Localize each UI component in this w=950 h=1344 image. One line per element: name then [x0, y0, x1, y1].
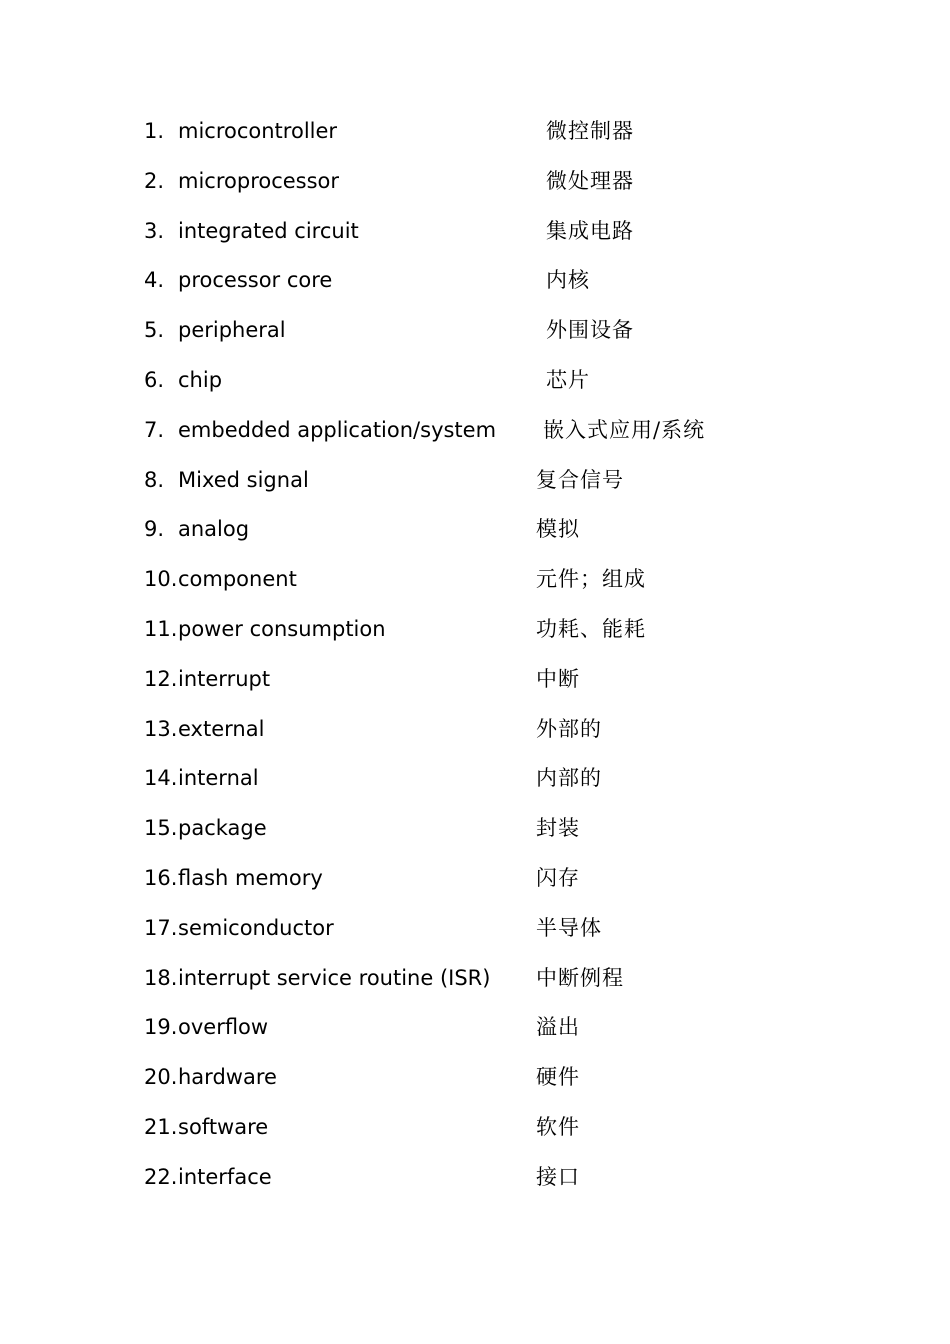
item-number: 12. [144, 666, 178, 691]
english-term: peripheral [178, 318, 286, 343]
chinese-term: 半导体 [536, 915, 602, 940]
list-item [0, 455, 950, 505]
english-term: interface [178, 1164, 272, 1189]
item-number: 16. [144, 865, 178, 890]
item-number: 2. [144, 168, 165, 193]
item-number: 4. [144, 268, 165, 293]
english-term: overflow [178, 1015, 269, 1040]
item-number: 22. [144, 1164, 178, 1189]
item-number: 20. [144, 1065, 178, 1090]
vocabulary-list [0, 106, 950, 1202]
list-item [0, 654, 950, 704]
english-term: flash memory [178, 865, 323, 890]
list-item [0, 903, 950, 953]
list-item [0, 355, 950, 405]
list-item [0, 504, 950, 554]
english-term: hardware [178, 1065, 277, 1090]
list-item [0, 1002, 950, 1052]
item-number: 11. [144, 616, 178, 641]
list-item [0, 554, 950, 604]
english-term: package [178, 816, 267, 841]
item-number: 13. [144, 716, 178, 741]
item-number: 17. [144, 915, 178, 940]
item-number: 7. [144, 417, 165, 442]
chinese-term: 外部的 [536, 716, 602, 741]
chinese-term: 外围设备 [546, 318, 634, 343]
english-term: Mixed signal [178, 467, 309, 492]
english-term: interrupt service routine (ISR) [178, 965, 491, 990]
item-number: 9. [144, 517, 165, 542]
item-number: 21. [144, 1114, 178, 1139]
list-item [0, 156, 950, 206]
list-item [0, 1102, 950, 1152]
english-term: semiconductor [178, 915, 334, 940]
chinese-term: 闪存 [536, 865, 580, 890]
english-term: chip [178, 367, 223, 392]
list-item [0, 953, 950, 1003]
list-item [0, 753, 950, 803]
chinese-term: 微控制器 [546, 119, 634, 143]
chinese-term: 集成电路 [546, 218, 634, 243]
english-term: microcontroller [178, 119, 338, 143]
item-number: 15. [144, 816, 178, 841]
english-term: processor core [178, 268, 333, 293]
english-term: internal [178, 766, 259, 791]
item-number: 10. [144, 567, 178, 592]
item-number: 18. [144, 965, 178, 990]
english-term: component [178, 567, 297, 592]
english-term: analog [178, 517, 250, 542]
item-number: 14. [144, 766, 178, 791]
chinese-term: 接口 [536, 1164, 580, 1189]
english-term: power consumption [178, 616, 386, 641]
chinese-term: 中断例程 [536, 965, 624, 990]
item-number: 1. [144, 119, 165, 143]
list-item [0, 206, 950, 256]
item-number: 3. [144, 218, 165, 243]
chinese-term: 内部的 [536, 766, 602, 791]
english-term: external [178, 716, 265, 741]
list-item [0, 255, 950, 305]
list-item [0, 405, 950, 455]
list-item [0, 853, 950, 903]
english-term: software [178, 1114, 269, 1139]
chinese-term: 内核 [546, 268, 590, 293]
chinese-term: 复合信号 [536, 467, 624, 492]
list-item [0, 1152, 950, 1202]
chinese-term: 功耗、能耗 [536, 616, 646, 641]
chinese-term: 溢出 [536, 1015, 580, 1040]
item-number: 6. [144, 367, 165, 392]
english-term: embedded application/system [178, 417, 497, 442]
item-number: 19. [144, 1015, 178, 1040]
chinese-term: 元件；组成 [536, 567, 646, 592]
list-item [0, 106, 950, 156]
item-number: 5. [144, 318, 165, 343]
english-term: integrated circuit [178, 218, 359, 243]
english-term: microprocessor [178, 168, 340, 193]
list-item [0, 803, 950, 853]
list-item [0, 1052, 950, 1102]
chinese-term: 模拟 [536, 517, 580, 542]
chinese-term: 芯片 [546, 367, 590, 392]
item-number: 8. [144, 467, 165, 492]
chinese-term: 中断 [536, 666, 580, 691]
chinese-term: 软件 [536, 1114, 580, 1139]
list-item [0, 704, 950, 754]
chinese-term: 嵌入式应用/系统 [543, 417, 706, 442]
list-item [0, 305, 950, 355]
chinese-term: 微处理器 [546, 168, 634, 193]
english-term: interrupt [178, 666, 271, 691]
list-item [0, 604, 950, 654]
chinese-term: 封装 [536, 816, 580, 841]
chinese-term: 硬件 [536, 1065, 580, 1090]
